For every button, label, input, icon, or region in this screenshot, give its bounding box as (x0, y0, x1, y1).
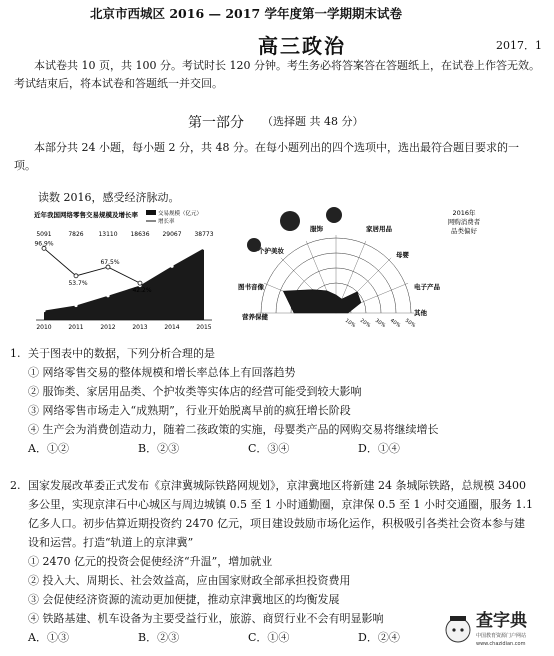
watermark-sub: 中国教育资源门户网站 (476, 633, 527, 639)
x-tick-label: 2015 (196, 324, 212, 331)
radar-title-2: 网购消费者 (447, 218, 481, 226)
radar-tick-label: 40% (388, 317, 402, 330)
exam-header: 北京市西城区 2016 — 2017 学年度第一学期期末试卷 (90, 6, 402, 21)
volume-point (106, 294, 109, 297)
intro-line-1: 本试卷共 10 页，共 100 分。考试时长 120 分钟。考生务必将答案答在答题纸上，在试卷上作答无效。 (34, 59, 540, 72)
q1-option-b[interactable]: B．②③ (138, 442, 180, 455)
growth-rate-label: 53.7% (68, 279, 88, 287)
volume-value-label: 38773 (194, 231, 214, 238)
x-tick-label: 2010 (36, 324, 52, 331)
part-desc-2: 项。 (14, 159, 36, 172)
q1-item: ③ 网络零售市场走入“成熟期”，行业开始脱离早前的疯狂增长阶段 (28, 404, 351, 417)
watermark-brand: 查字典 (476, 611, 527, 631)
growth-rate-point (74, 274, 78, 278)
growth-rate-label: 42.2% (132, 287, 152, 295)
radar-axis-label: 营养保健 (242, 313, 268, 321)
q1-stem: 关于图表中的数据，下列分析合理的是 (28, 347, 215, 360)
legend-label-rate: 增长率 (158, 219, 175, 225)
volume-value-label: 18636 (130, 231, 150, 238)
volume-point (202, 247, 205, 250)
q2-stem-line: 亿多人口。初步估算近期投资约 2470 亿元，项目建设鼓励市场化运作，积极吸引各类社会资本参与建 (28, 517, 525, 530)
q2-stem-line: 多公里，实现京津石中心城区与周边城镇 0.5 至 1 小时通勤圈，京津保 0.5 至 1 小时交通圈，服务 1.1 (28, 498, 533, 511)
legend-swatch-volume (146, 210, 156, 215)
radar-badge-icon (326, 207, 342, 223)
chart-title: 近年我国网络零售交易规模及增长率 (34, 211, 138, 219)
q1-option-a[interactable]: A．①② (28, 442, 69, 455)
radar-tick-label: 50% (403, 317, 417, 330)
watermark-url: www.chazidian.com (476, 641, 526, 647)
q1-item: ① 网络零售交易的整体规模和增长率总体上有回落趋势 (28, 366, 296, 379)
q1-number: 1. (10, 347, 21, 360)
q2-option-d[interactable]: D．②④ (358, 631, 400, 644)
radar-area (283, 290, 361, 313)
radar-title-3: 品类偏好 (451, 227, 477, 235)
q2-number: 2. (10, 479, 21, 492)
volume-value-label: 29067 (162, 231, 182, 238)
volume-value-label: 7826 (68, 231, 84, 238)
growth-rate-point (138, 281, 142, 285)
radar-axis-label: 电子产品 (414, 283, 440, 291)
q1-item: ④ 生产会为消费创造动力，随着二孩政策的实施，母婴类产品的网购交易将继续增长 (28, 423, 439, 436)
growth-rate-label: 67.5% (100, 259, 120, 267)
q1-item: ② 服饰类、家居用品类、个护妆类等实体店的经营可能受到较大影响 (28, 385, 362, 398)
growth-rate-label: 96.9% (34, 240, 54, 248)
q2-option-b[interactable]: B．②③ (138, 631, 180, 644)
q1-option-c[interactable]: C．③④ (248, 442, 290, 455)
x-tick-label: 2014 (164, 324, 180, 331)
legend-label-volume: 交易规模（亿元） (158, 211, 203, 217)
q1-option-d[interactable]: D．①④ (358, 442, 400, 455)
intro-line-2: 考试结束后，将本试卷和答题纸一并交回。 (14, 77, 223, 90)
q2-item: ① 2470 亿元的投资会促使经济“升温”，增加就业 (28, 555, 273, 568)
radar-axis-label: 家居用品 (366, 225, 392, 233)
radar-axis-label: 其他 (414, 309, 427, 317)
volume-point (42, 309, 45, 312)
read-prompt: 读数 2016，感受经济脉动。 (38, 191, 180, 204)
part-subtitle: （选择题 共 48 分） (262, 115, 364, 128)
q2-item: ④ 铁路基建、机车设备为主要受益行业，旅游、商贸行业不会有明显影响 (28, 612, 384, 625)
radar-badge-icon (280, 211, 300, 231)
watermark-logo (444, 606, 552, 652)
part-desc-1: 本部分共 24 小题，每小题 2 分，共 48 分。在每小题列出的四个选项中，选出最符合题目要求的一 (34, 141, 519, 154)
q2-option-c[interactable]: C．①④ (248, 631, 290, 644)
volume-point (170, 265, 173, 268)
volume-value-label: 5091 (36, 231, 52, 238)
x-tick-label: 2013 (132, 324, 148, 331)
q2-item: ③ 会促使经济资源的流动更加便捷，推动京津冀地区的均衡发展 (28, 593, 340, 606)
q2-stem-line: 设和运营。打造“轨道上的京津冀” (28, 536, 194, 549)
x-tick-label: 2012 (100, 324, 116, 331)
radar-axis-label: 服饰 (310, 225, 323, 233)
x-tick-label: 2011 (68, 324, 84, 331)
q2-stem-line: 国家发展改革委正式发布《京津冀城际铁路网规划》，京津冀地区将新建 24 条城际铁路，总规模 3400 (28, 479, 526, 492)
radar-title-1: 2016年 (452, 209, 476, 217)
subject-title: 高三政治 (258, 34, 346, 58)
radar-chart (238, 205, 538, 333)
radar-axis-label: 个护美妆 (258, 247, 284, 255)
radar-tick-label: 20% (358, 317, 372, 330)
radar-axis-label: 母婴 (396, 251, 409, 259)
retail-chart (30, 208, 220, 334)
exam-date: 2017．1 (496, 39, 542, 52)
part-title: 第一部分 (188, 115, 244, 131)
q2-item: ② 投入大、周期长、社会效益高，应由国家财政全部承担投资费用 (28, 574, 351, 587)
radar-axis-label: 图书音像 (238, 283, 264, 291)
volume-point (74, 304, 77, 307)
radar-tick-label: 30% (373, 317, 387, 330)
q2-option-a[interactable]: A．①③ (28, 631, 69, 644)
volume-value-label: 13110 (98, 231, 118, 238)
radar-tick-label: 10% (343, 317, 357, 330)
growth-rate-line (44, 248, 140, 283)
mascot-icon (446, 618, 470, 642)
